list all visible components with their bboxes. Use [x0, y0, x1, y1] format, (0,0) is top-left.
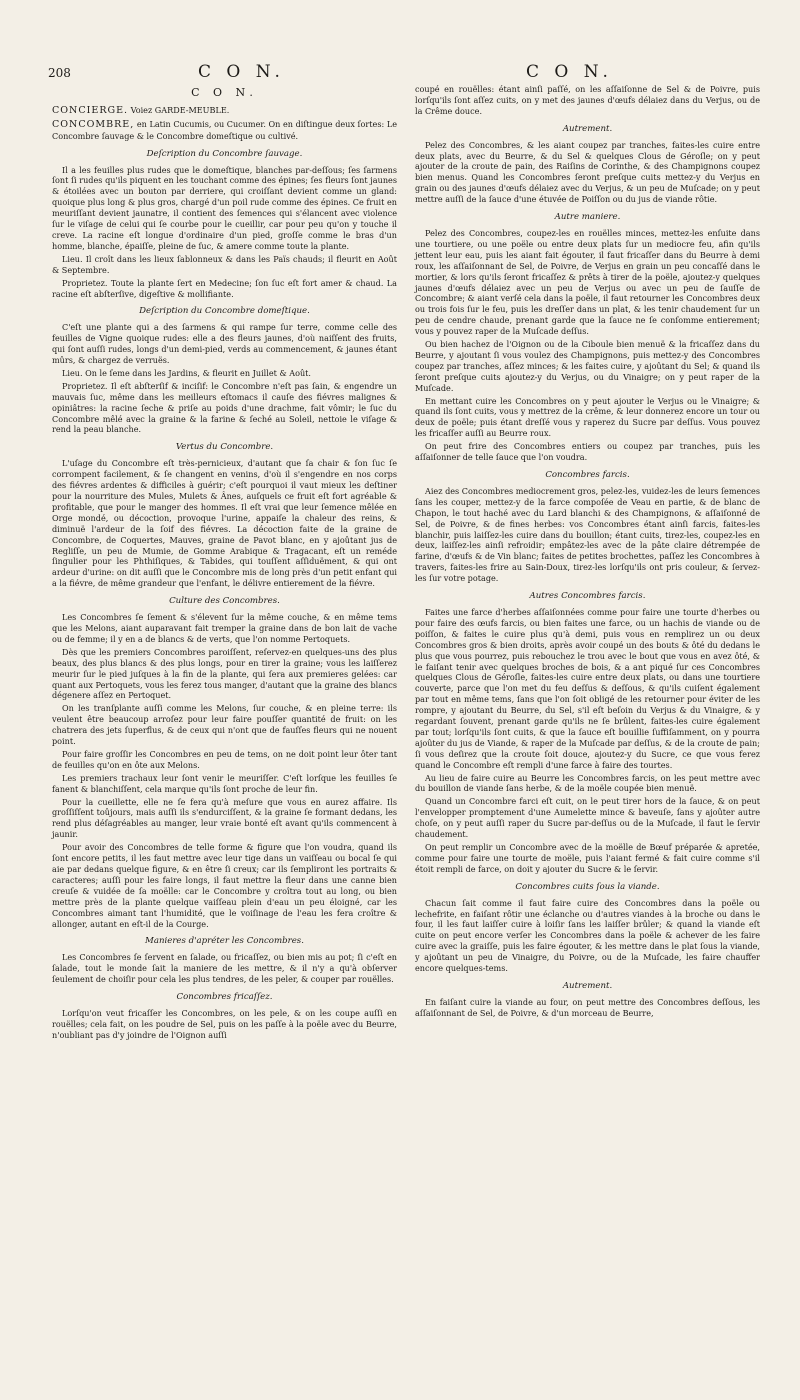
paragraph: Lieu. Il croît dans les lieux ſablonneux & dans les Païs chauds; il fleurit en Août & Septembre. [52, 253, 397, 275]
paragraph: Aiez des Concombres mediocrement gros, pelez-les, vuidez-les de leurs ſemences ſans les couper, mettez-y de la farce compoſée de Veau en partie, & de blanc de Chapon, le tout haché avec du Lard blanchi & des Champignons, & aſſaiſonné de Sel, de Poivre, & de fines herbes: vos Concombres étant ainſi farcis, faites-les blanchir, puis laiſſez-les cuire dans du bouillon; étant cuits, tirez-les, coupez-les en deux, laiſſez-les ainſi refroidir; empâtez-les avec de la pâte claire détrempée de farine, d'œufs & de Vin blanc; faites de petites brochettes, paſſez les Concombres à travers, faites-les frire au Sain-Doux, tirez-les lorſqu'ils ont pris couleur, & ſervez-les ſur votre potage. [415, 485, 760, 584]
paragraph: C'eſt une plante qui a des ſarmens & qui rampe ſur terre, comme celle des feuilles de Vigne quoique rudes: elle a des fleurs jaunes, d'où naiſſent des fruits, qui ſont auſſi rudes, longs d'un demi-pied, verds au commencement, & jaunes étant mûrs, & chargez de verruës. [52, 322, 397, 366]
paragraph: Chacun ſait comme il faut faire cuire des Concombres dans la poële ou lechefrite, en faiſant rôtir une éclanche ou d'autres viandes à la broche ou dans le four, il les faut laiſſer cuire à loiſir ſans les laiſſer brûler; & quand la viande eſt cuite on peut encore verſer les Concombres dans la poële & achever de les faire cuire avec la graiſſe, puis les faire égouter, & les mettre dans le plat ſous la viande, y ajoûtant un peu de Vinaigre, du Poivre, ou de la Muſcade, les faire chauffer encore quelques-tems. [415, 897, 760, 974]
paragraph: L'uſage du Concombre eſt très-pernicieux, d'autant que ſa chair & ſon ſuc ſe corrompent facilement, & ſe changent en venins, d'où il s'engendre en nos corps des fiévres ardentes & difficiles à guérir; c'eſt pourquoi il vaut mieux les deſtiner pour la nourriture des Mules, Mulets & Ânes, auſquels ce fruit eſt fort agréable & profitable, que pour le manger des hommes. Il eſt vrai que leur ſemence mêlée en Orge mondé, ou décoction, provoque l'urine, appaiſe la chaleur des reins, & diminuë l'ardeur de la ſoif des fiévres. La décoction faite de la graine de Concombre, de Coquertes, Mauves, graine de Pavot blanc, en y ajoûtant jus de Regliſſe, un peu de Mumie, de Gomme Arabique & Tragacant, eſt un reméde ſingulier pour les Phthiſiques, & Tabides, qui touſſent aſſiduëment, & qui ont ardeur d'urine: on dit auſſi que le Concombre mis de long près d'un petit enfant qui a la fiévre, de même grandeur que l'enfant, le délivre entierement de la fiévre. [52, 458, 397, 589]
paragraph: Les Concombres ſe ſervent en ſalade, ou fricaſſez, ou bien mis au pot; ſi c'eſt en ſalade, tout le monde ſait la maniere de les mettre, & il n'y a qu'à obſerver ſeulement de choiſir pour cela les plus tendres, de les peler, & couper par rouëlles. [52, 952, 397, 985]
paragraph: Proprietez. Toute la plante ſert en Medecine; ſon ſuc eſt fort amer & chaud. La racine eſt abſterſive, digeſtive & mollifiante. [52, 277, 397, 299]
paragraph: On peut remplir un Concombre avec de la moëlle de Bœuf préparée & apretée, comme pour faire une tourte de moële, puis l'aiant fermé & fait cuire comme s'il étoit rempli de farce, on doit y ajouter du Sucre & le ſervir. [415, 842, 760, 874]
left-column [52, 84, 397, 1370]
paragraph: Pour faire groſſir les Concombres en peu de tems, on ne doit point leur ôter tant de feuilles qu'on en ôte aux Melons. [52, 748, 397, 770]
section-heading: Concombres cuits ſous la viande. [515, 881, 660, 892]
text-columns [52, 84, 760, 1370]
entry-concombre [52, 119, 397, 142]
section-heading: Deſcription du Concombre ſauvage. [146, 148, 303, 159]
section-heading: Concombres farcis. [545, 470, 630, 480]
paragraph: Pour la cueillette, elle ne ſe fera qu'à meſure que vous en aurez affaire. Ils groſſiſſent toûjours, mais auſſi ils s'endurciſſent, & la graine ſe formant dedans, les rend plus déſagréables au manger, leur vraie bonté eſt avant qu'ils commencent à jaunir. [52, 796, 397, 840]
entry-text: Voiez GARDE-MEUBLE. [130, 104, 230, 115]
paragraph: Il a les feuilles plus rudes que le domeſtique, blanches par-deſſous; ſes ſarmens ſont ſi rudes qu'ils piquent en les touchant comme des épines; ſes fleurs ſont jaunes & étoilées avec un bouton par derriere, qui croiſſant devient comme un gland: quoique plus long & plus gros, chargé d'un poil rude comme des épines. Ce fruit en meuriſſant devient jaunatre, il contient des ſemences qui s'élancent avec violence ſur le viſage de celui qui ſe courbe pour le cueillir, car pour peu qu'on y touche il creve. La racine eſt longue d'ordinaire d'un pied, groſſe comme le bras d'un homme, blanche, épaiſſe, pleine de ſuc, & amere comme toute la plante. [52, 164, 397, 251]
section-heading: Manieres d'apréter les Concombres. [145, 936, 304, 947]
running-title-right: C O N. [526, 62, 613, 82]
entry-text: en Latin Cucumis, ou Cucumer. On en diſtingue deux ſortes: Le Concombre ſauvage & le Concombre domeſtique ou cultivé. [52, 118, 397, 141]
running-head [48, 62, 758, 86]
section-letters: C O N. [191, 86, 258, 99]
paragraph: Au lieu de faire cuire au Beurre les Concombres farcis, on les peut mettre avec du bouillon de viande ſans herbe, & de la moële coupée bien menuë. [415, 772, 760, 794]
running-title-left: C O N. [198, 62, 285, 82]
section-heading: Vertus du Concombre. [175, 442, 274, 453]
paragraph: Les Concombres ſe ſement & s'élevent ſur la même couche, & en même tems que les Melons, aiant auparavant fait tremper la graine dans de bon lait de vache ou de femme; il y en a de blancs & de verts, que l'on nomme Pertoquets. [52, 612, 397, 644]
section-heading: Culture des Concombres. [169, 596, 280, 607]
section-heading: Autrement. [562, 123, 613, 134]
paragraph: Ou bien hachez de l'Oignon ou de la Ciboule bien menuë & la fricaſſez dans du Beurre, y ajoutant ſi vous voulez des Champignons, puis mettez-y des Concombres coupez par tranches, aſſez minces; & les faites cuire, y ajoûtant du Sel; & quand ils ſeront preſque cuits ajoutez-y du Verjus, ou du Vinaigre; on y peut raper de la Muſcade. [415, 339, 760, 393]
entry-headword: CONCOMBRE, [52, 118, 135, 130]
paragraph: Pelez des Concombres, coupez-les en rouëlles minces, mettez-les enſuite dans une tourtiere, ou une poële ou entre deux plats ſur un mediocre feu, afin qu'ils jettent leur eau, puis les aiant fait égouter, il faut fricaſſer dans du Beurre à demi roux, les aſſaiſonnant de Sel, de Poivre, de Verjus en grain un peu concaſſé dans le mortier, & lors qu'ils ſeront fricaſſez & prêts à tirer de la poële, ajoutez-y quelques jaunes d'œufs délaiez avec un peu de Verjus ou avec un peu de ſauſſe de Concombre; & aiant verſé cela dans la poële, il faut retourner les Concombres deux ou trois fois ſur le feu, puis les dreſſer dans un plat, & les tenir chaudement ſur un peu de cendre chaude, prenant garde que la ſauce ne ſe conſomme entierement; vous y pouvez raper de la Muſcade deſſus. [415, 227, 760, 337]
section-heading: Autres Concombres farcis. [529, 591, 646, 602]
paragraph: On peut frire des Concombres entiers ou coupez par tranches, puis les aſſaiſonner de telle ſauce que l'on voudra. [415, 441, 760, 463]
paragraph: Dès que les premiers Concombres paroiſſent, reſervez-en quelques-uns des plus beaux, des plus blancs & des plus longs, pour en tirer la graine; vous les laiſſerez meurir ſur le pied juſques à la fin de la plante, qui ſera aux premieres gelées: car quant aux Pertoquets, vous les ferez tous manger, d'autant que la graine des blancs dégenere aſſez en Pertoquet. [52, 646, 397, 701]
section-heading: Autrement. [562, 980, 613, 991]
paragraph: Proprietez. Il eſt abſterſif & inciſif: le Concombre n'eſt pas ſain, & engendre un mauvais ſuc, même dans les meilleurs eſtomacs il cauſe des fiévres malignes & opiniâtres: la racine ſeche & priſe au poids d'une drachme, fait vômir; le ſuc du Concombre mêlé avec la graine & la farine & ſeché au Soleil, nettoie le viſage & rend la peau blanche. [52, 380, 397, 435]
paragraph: Les premiers trachaux leur ſont venir le meuriſſer. C'eſt lorſque les feuilles ſe fanent & blanchiſſent, cela marque qu'ils ſont proche de leur fin. [52, 772, 397, 794]
section-heading: Deſcription du Concombre domeſtique. [139, 306, 310, 317]
paragraph: Quand un Concombre farci eſt cuit, on le peut tirer hors de la ſauce, & on peut l'envelopper promptement d'une Aumelette mince & baveuſe, ſans y ajoûter autre choſe, on y peut auſſi raper du Sucre par-deſſus ou de la Muſcade, il faut le ſervir chaudement. [415, 796, 760, 840]
page-number: 208 [48, 66, 71, 80]
paragraph: En mettant cuire les Concombres on y peut ajouter le Verjus ou le Vinaigre; & quand ils ſont cuits, vous y mettrez de la crême, & leur donnerez encore un tour ou deux de poële; puis étant dreſſé vous y raperez du Sucre par deſſus. Vous pouvez les fricaſſer auſſi au Beurre roux. [415, 395, 760, 439]
paragraph: Lorſqu'on veut fricaſſer les Concombres, on les pele, & on les coupe auſſi en rouëlles; cela fait, on les poudre de Sel, puis on les paſſe à la poële avec du Beurre, n'oubliant pas d'y joindre de l'Oignon auſſi [52, 1007, 397, 1040]
paragraph-continued: coupé en rouëlles: étant ainſi paſſé, on les aſſaiſonne de Sel & de Poivre, puis lorſqu'ils ſont aſſez cuits, on y met des jaunes d'œufs délaiez dans du Verjus, ou de la Crême douce. [415, 84, 760, 116]
paragraph: Pour avoir des Concombres de telle forme & figure que l'on voudra, quand ils ſont encore petits, il les faut mettre avec leur tige dans un vaiſſeau ou bocal ſe qui aie par dedans quelque figure, & en être ſi creux; car ils ſempliront les portraits & caracteres; auſſi pour les faire longs, il faut mettre la fleur dans une canne bien creuſe & vuidée de ſa moëlle: car le Concombre y croîtra tout au long, ou bien mettre près de la plante quelque vaiſſeau plein d'eau un peu éloigné, car les Concombres aimant tant l'humidité, que le voiſinage de l'eau les fera croître & allonger, autant en eſt-il de la Courge. [52, 842, 397, 929]
paragraph: Lieu. On le ſeme dans les Jardins, & fleurit en Juillet & Août. [62, 367, 311, 378]
paragraph: En faiſant cuire la viande au four, on peut mettre des Concombres deſſous, les aſſaiſonnant de Sel, de Poivre, & d'un morceau de Beurre, [415, 996, 760, 1018]
right-column [415, 84, 760, 1370]
section-heading: Concombres fricaſſez. [176, 992, 273, 1003]
entry-concierge [52, 105, 397, 117]
paragraph: Pelez des Concombres, & les aiant coupez par tranches, faites-les cuire entre deux plats, avec du Beurre, & du Sel & quelques Clous de Géroſle; on y peut ajouter de la croute de pain, des Raiſins de Corinthe, & des Champignons coupez bien menus. Quand les Concombres ſeront preſque cuits mettez-y du Verjus en grain ou des jaunes d'œufs délaiez avec du Verjus, & un peu de Muſcade; on y peut mettre auſſi de la ſauce d'une étuvée de Poiſſon ou du jus de viande rôtie. [415, 139, 760, 205]
section-heading: Autre maniere. [554, 212, 621, 223]
paragraph: Faites une farce d'herbes aſſaiſonnées comme pour faire une tourte d'herbes ou pour faire des œufs farcis, ou bien faites une farce, ou un hachis de viande ou de poiſſon, & faites le cuire plus qu'à demi, puis vous en remplirez un ou deux Concombres gros & bien droits, après avoir coupé un des bouts & ôté du dedans le plus que vous pourrez, puis rebouchez le trou avec le bout que vous en avez ôté, & le faiſant tenir avec quelques broches de bois, & a ant piqué ſur ces Concombres quelques Clous de Géroſle, faites-les cuire entre deux plats, ou dans une tourtiere couverte, parce que l'on met du feu deſſus & deſſous, & qu'ils cuiſent également par tout en même tems, ſans que l'on ſoit obligé de les retourner pour éviter de les rompre, y ajoutant du Beurre, du Sel, s'il eſt beſoin du Verjus & du Vinaigre, & y regardant ſouvent, prenant garde qu'ils ne ſe brûlent, faites-les cuire également par tout; lorſqu'ils ſont cuits, & que la ſauce eſt bouillie ſuffiſamment, on y pourra ajoûter du jus de Viande, & raper de la Muſcade par deſſus, & de la croute de pain; ſi vous deſirez que la croute ſoit douce, ajoutez-y du Sucre, ce que vous ferez quand le Concombre eſt rempli d'une farce à faire des tourtes. [415, 606, 760, 770]
paragraph: On les tranſplante auſſi comme les Melons, ſur couche, & en pleine terre: ils veulent être beaucoup arroſez pour leur faire pouſſer quantité de fruit: on les chatrera des jets ſuperflus, & de ceux qui n'ont que de fauſſes fleurs qui ne nouent point. [52, 703, 397, 747]
entry-headword: CONCIERGE. [52, 104, 129, 116]
